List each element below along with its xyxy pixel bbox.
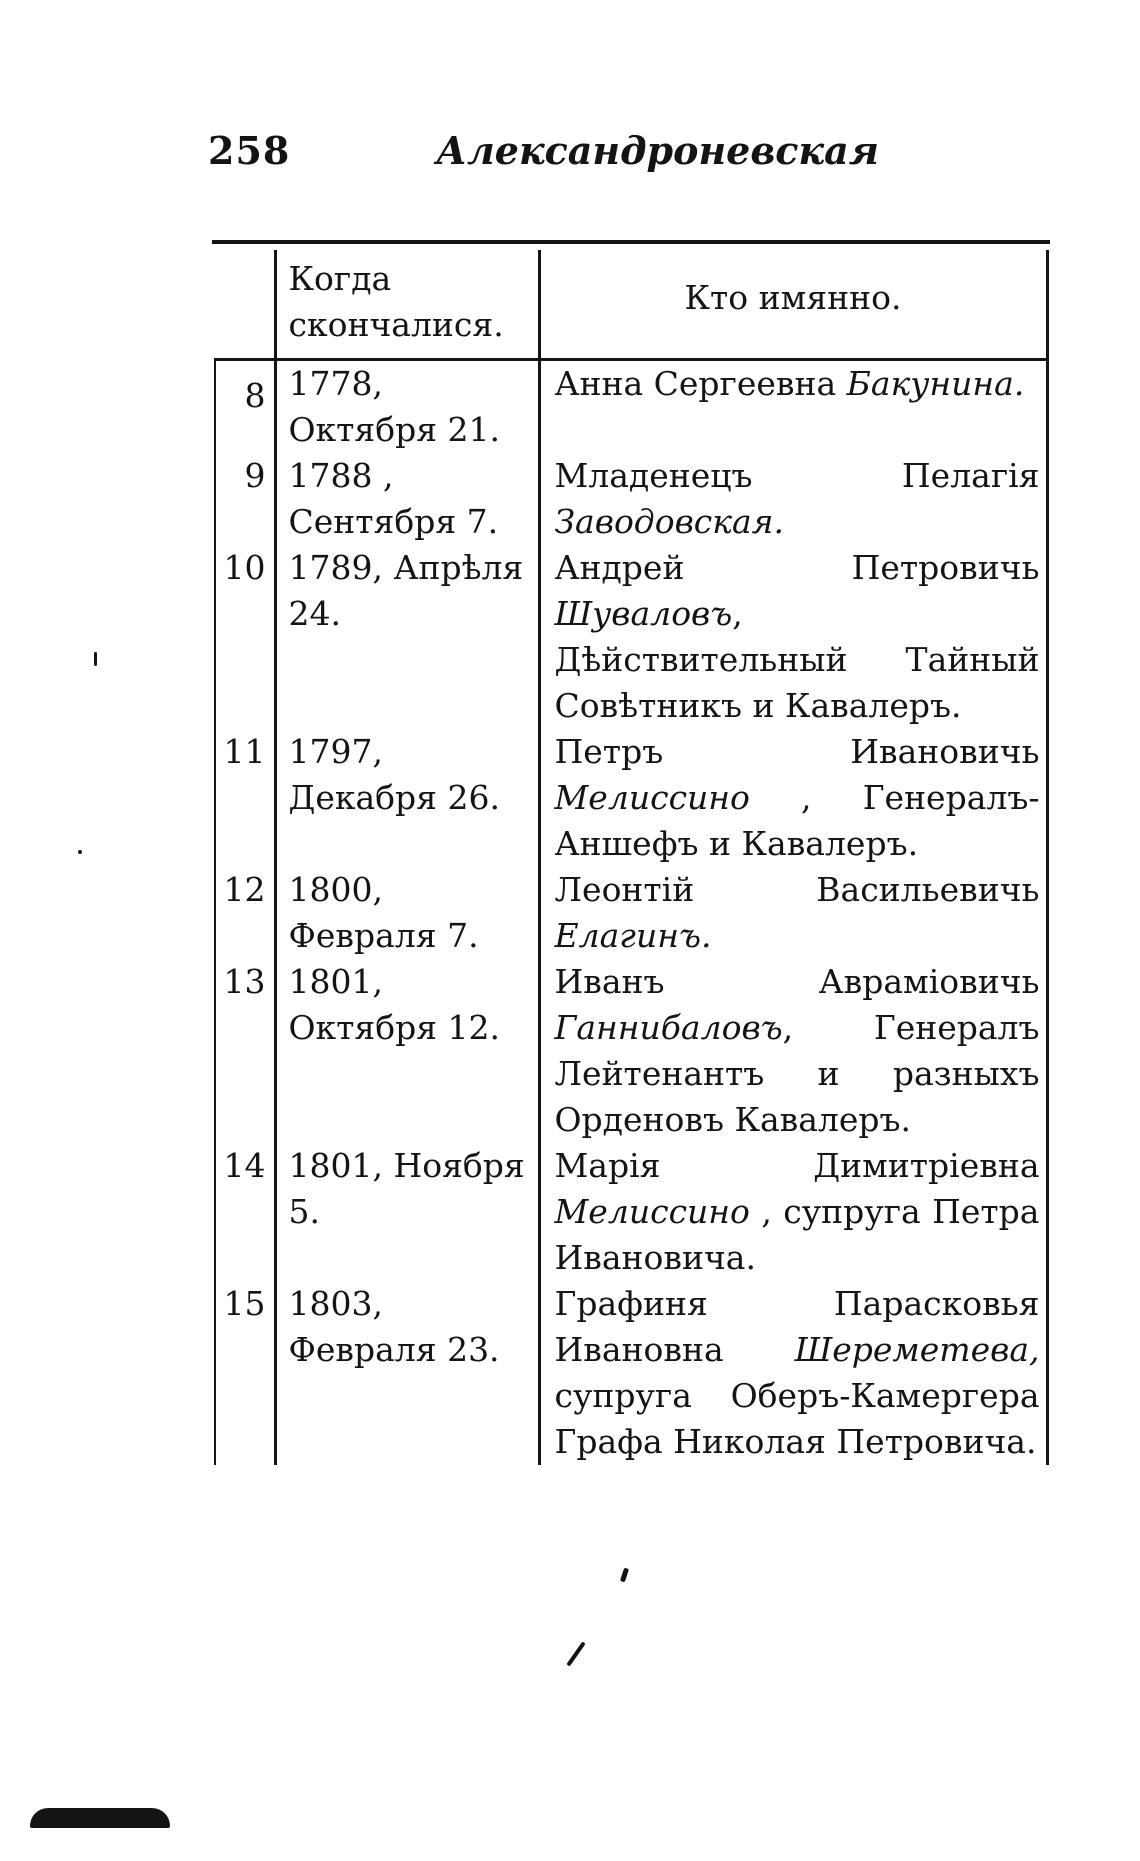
description-text: Андрей Петровичь (554, 548, 1040, 587)
person-description (539, 453, 1047, 545)
person-description (539, 867, 1047, 959)
table-row (215, 867, 1047, 959)
person-description (539, 1143, 1047, 1281)
table-row (215, 453, 1047, 545)
surname: Мелиссино (554, 1192, 750, 1231)
death-date: 1789, Апрѣля 24. (275, 545, 539, 729)
surname: Мелиссино (554, 778, 750, 817)
person-description (539, 729, 1047, 867)
header-who: Кто имянно. (539, 250, 1047, 360)
description-text: Леонтій Васильевичь (554, 870, 1040, 909)
surname: Елагинъ. (554, 916, 712, 955)
running-head: Александроневская (436, 128, 880, 173)
description-text: , Генералъ Лейтенантъ и разныхъ Орденовъ Кавалеръ. (554, 1008, 1040, 1139)
description-text: Петръ Ивановичь (554, 732, 1040, 771)
person-description (539, 545, 1047, 729)
ink-speck (566, 1641, 585, 1666)
death-date: 1778, Октября 21. (275, 360, 539, 454)
death-date: 1801, Октября 12. (275, 959, 539, 1143)
entry-number: 13 (215, 959, 275, 1143)
description-text: , Дѣйствительный Тайный Совѣтникъ и Кавалеръ. (554, 594, 1040, 725)
table-row (215, 360, 1047, 454)
table-row (215, 545, 1047, 729)
entry-number: 9 (215, 453, 275, 545)
ink-blot (30, 1808, 170, 1828)
ink-speck (620, 1568, 629, 1583)
table-row (215, 1281, 1047, 1465)
description-text: супруга Оберъ-Камергера Графа Николая Петровича. (554, 1376, 1040, 1461)
ink-speck (78, 850, 82, 854)
description-text: , супруга Петра Ивановича. (554, 1192, 1040, 1277)
burial-table (214, 250, 1049, 1465)
entry-number: 12 (215, 867, 275, 959)
death-date: 1803, Февраля 23. (275, 1281, 539, 1465)
top-rule (212, 240, 1050, 244)
ink-speck (94, 652, 97, 666)
entry-number: 8 (215, 360, 275, 454)
table-row (215, 729, 1047, 867)
surname: Ганнибаловъ (554, 1008, 783, 1047)
description-text: Анна Сергеевна (554, 364, 847, 403)
surname: Бакунина. (846, 364, 1025, 403)
page-number: 258 (208, 128, 291, 173)
description-text: Младенецъ Пелагія (554, 456, 1040, 495)
person-description (539, 959, 1047, 1143)
header-num (215, 250, 275, 360)
table-header-row (215, 250, 1047, 360)
death-date: 1797, Декабря 26. (275, 729, 539, 867)
death-date: 1800, Февраля 7. (275, 867, 539, 959)
table-body (215, 360, 1047, 1466)
description-text: Иванъ Авраміовичь (554, 962, 1040, 1001)
entry-number: 15 (215, 1281, 275, 1465)
surname: Шереметева, (794, 1330, 1040, 1369)
description-text: , Генералъ-Аншефъ и Кавалеръ. (554, 778, 1040, 863)
entry-number: 10 (215, 545, 275, 729)
header-date: Когда скончалися. (275, 250, 539, 360)
person-description (539, 1281, 1047, 1465)
description-text: Графиня Парасковья Ивановна (554, 1284, 1040, 1369)
entry-number: 11 (215, 729, 275, 867)
death-date: 1801, Ноября 5. (275, 1143, 539, 1281)
person-description (539, 360, 1047, 454)
table-row (215, 959, 1047, 1143)
entry-number: 14 (215, 1143, 275, 1281)
death-date: 1788 , Сентября 7. (275, 453, 539, 545)
table-row (215, 1143, 1047, 1281)
surname: Заводовская. (554, 502, 785, 541)
description-text: Марія Димитріевна (554, 1146, 1040, 1185)
surname: Шувaловъ (554, 594, 733, 633)
